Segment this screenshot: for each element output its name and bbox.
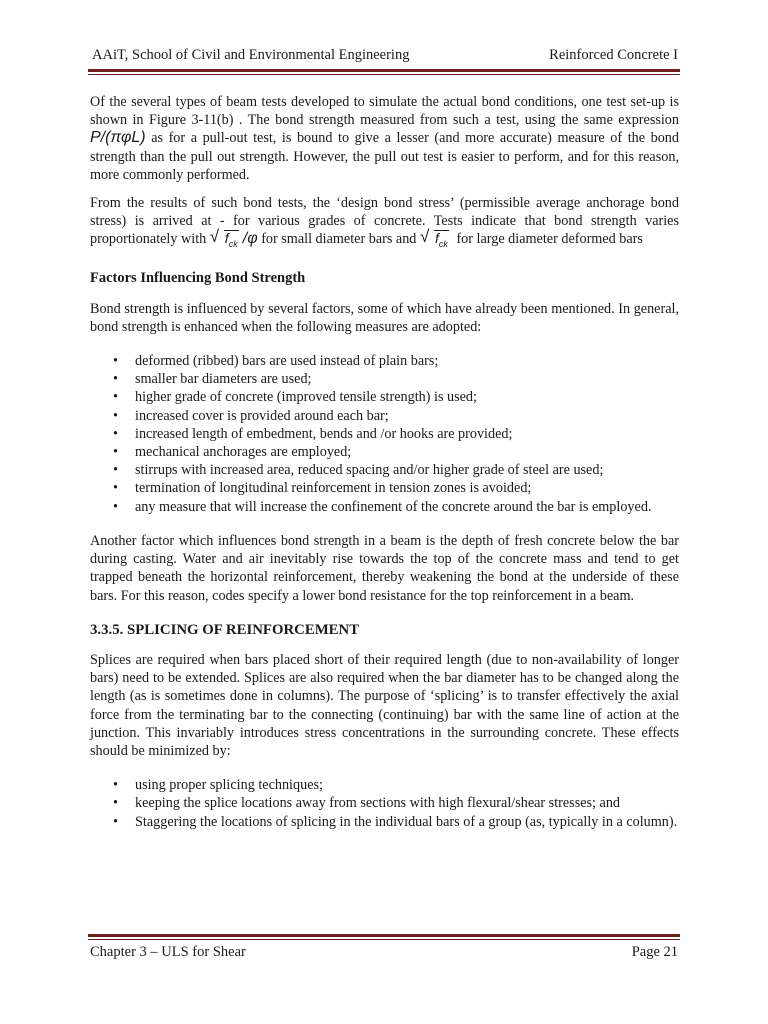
paragraph-design-bond-stress: From the results of such bond tests, the ‘design bond stress’ (permissible average anchorage bond stress) is arrived at - for various grades of concrete. Tests indicate that bond strength varies proportionately with √ $f_{ck}$ /φ for small diameter bars and √ $f_{ck}$ for large diameter deformed bars: [90, 194, 679, 253]
paragraph-splicing-intro: Splices are required when bars placed short of their required length (due to non-availability of longer bars) need to be extended. Splices are also required when the bar diameter has to be changed along the length (as is sometimes done in columns). The purpose of ‘splicing’ is to transfer effectively the axial force from the terminating bar to the connecting (continuing) bar with the same line of action at the junction. This invariably introduces stress concentrations in the surrounding concrete. These effects should be minimized by:: [90, 651, 679, 759]
sqrt-fck-formula: √ $f_{ck}$: [210, 230, 243, 253]
footer-chapter: Chapter 3 – ULS for Shear: [90, 944, 246, 960]
formula-pull-out: P/(πφL): [90, 129, 146, 147]
list-item: • keeping the splice locations away from sections with high flexural/shear stresses; and: [135, 794, 679, 812]
header-course: Reinforced Concrete I: [549, 47, 678, 63]
paragraph-beam-tests: Of the several types of beam tests developed to simulate the actual bond conditions, one test set-up is shown in Figure 3-11(b) . The bond strength measured from such a test, using the same expression P/(πφL) as for a pull-out test, is bound to give a lesser (and more accurate) measure of the bond strength than the pull out strength. However, the pull out test is easier to perform, and for this reason, more commonly performed.: [90, 94, 679, 183]
section-heading-bond-factors: Factors Influencing Bond Strength: [90, 270, 306, 287]
list-item: • Staggering the locations of splicing in the individual bars of a group (as, typically in a column).: [135, 813, 679, 831]
list-item: • stirrups with increased area, reduced spacing and/or higher grade of steel are used;: [135, 461, 679, 479]
header-institution: AAiT, School of Civil and Environmental Engineering: [92, 47, 410, 63]
list-item: • higher grade of concrete (improved tensile strength) is used;: [135, 388, 679, 406]
list-item: • smaller bar diameters are used;: [135, 370, 679, 388]
sqrt-fck-formula-2: √ $f_{ck}$: [420, 230, 453, 253]
footer-page-number: Page 21: [631, 944, 678, 960]
list-item: • any measure that will increase the confinement of the concrete around the bar is employed.: [135, 498, 679, 516]
header-rule: [88, 69, 680, 75]
list-item: • deformed (ribbed) bars are used instead of plain bars;: [135, 352, 679, 370]
list-item: • increased length of embedment, bends and /or hooks are provided;: [135, 425, 679, 443]
list-item: • using proper splicing techniques;: [135, 776, 679, 794]
list-item: • increased cover is provided around each bar;: [135, 407, 679, 425]
paragraph-bond-intro: Bond strength is influenced by several factors, some of which have already been mentioned. In general, bond strength is enhanced when the following measures are adopted:: [90, 300, 679, 335]
bond-factors-list: [90, 352, 679, 516]
footer-rule: [88, 934, 680, 940]
list-item: • mechanical anchorages are employed;: [135, 443, 679, 461]
paragraph-fresh-concrete-depth: Another factor which influences bond strength in a beam is the depth of fresh concrete below the bar during casting. Water and air inevitably rise towards the top of the concrete mass and tend to get trapped beneath the horizontal reinforcement, thereby weakening the bond at the underside of these bars. For this reason, codes specify a lower bond resistance for the top reinforcement in a beam.: [90, 532, 679, 604]
section-heading-splicing: 3.3.5. SPLICING OF REINFORCEMENT: [90, 621, 360, 638]
page-body: [90, 93, 679, 847]
list-item: • termination of longitudinal reinforcement in tension zones is avoided;: [135, 479, 679, 497]
splicing-measures-list: [90, 776, 679, 831]
